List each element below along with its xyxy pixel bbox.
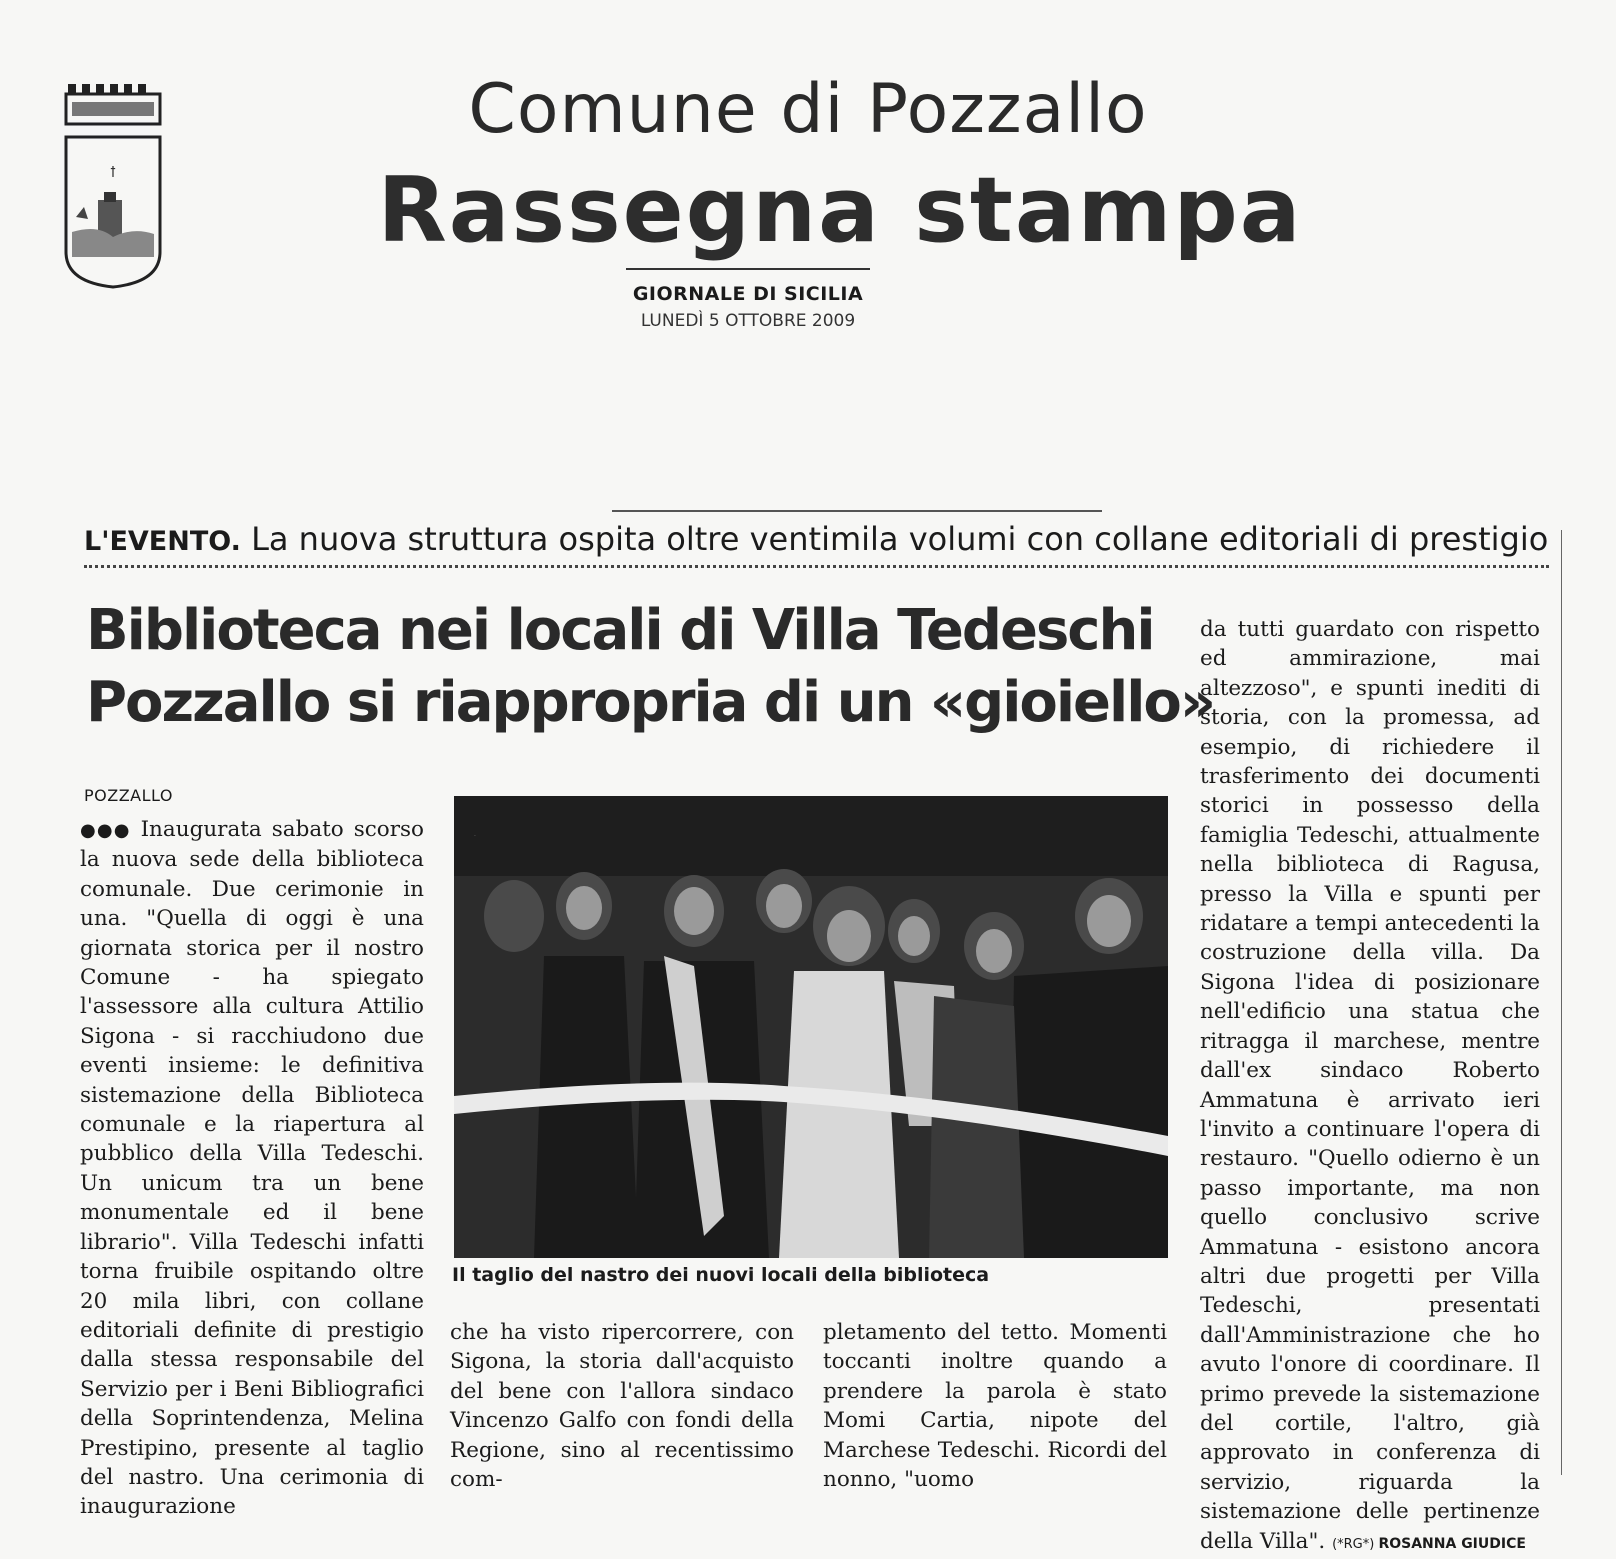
signature-initials: (*RG*) [1332,1536,1375,1552]
ribbon-cutting-photo [454,796,1168,1258]
svg-text:ꝉ: ꝉ [110,165,116,181]
rassegna-title: Rassegna stampa [377,158,1303,263]
svg-text:.: . [474,831,476,838]
article-column-3 [823,1318,1167,1494]
section-rule [612,510,1102,512]
dateline: POZZALLO [84,786,173,805]
dotted-divider [84,565,1549,568]
author-name: ROSANNA GIUDICE [1378,1535,1526,1552]
comune-title: Comune di Pozzallo [468,70,1148,149]
article-column-2 [450,1318,794,1494]
kicker-label: L'EVENTO. [84,526,241,557]
newspaper-rule [626,268,870,270]
column-4-text: da tutti guardato con rispetto ed ammirazione, mai altezzoso", e spunti inediti di storia, con la promessa, ad esempio, di richiedere il trasferimento dei documenti storici in possesso della famiglia Tedeschi, attualmente nella biblioteca di Ragusa, presso la Villa e spunti per ridatare a tempi antecedenti la costruzione della villa. Da Sigona l'idea di posizionare nell'edificio una statua che ritragga il marchese, mentre dall'ex sindaco Roberto Ammatuna è arrivato ieri l'invito a continuare l'opera di restauro. "Quello odierno è un passo importante, ma non quello conclusivo scrive Ammatuna - esistono ancora altri due progetti per Villa Tedeschi, presentati dall'Amministrazione che ho avuto l'onore di coordinare. Il primo prevede la sistemazione del cortile, l'altro, già approvato in conferenza di servizio, riguarda la sistemazione delle pertinenze della Villa". [1200,617,1540,1554]
bullet-icon: ●●● [80,820,131,841]
signature [1332,1537,1526,1552]
kicker-text: La nuova struttura ospita oltre ventimila volumi con collane editoriali di prestigio [251,520,1549,558]
headline-line-2: Pozzallo si riappropria di un «gioiello» [86,670,1215,735]
article-column-1 [80,815,424,1522]
column-rule [1561,530,1562,1475]
article-column-4 [1200,615,1540,1559]
headline-line-1: Biblioteca nei locali di Villa Tedeschi [86,598,1154,663]
newspaper-date: LUNEDÌ 5 OTTOBRE 2009 [640,311,856,331]
column-2-text: che ha visto ripercorrere, con Sigona, la storia dall'acquisto del bene con l'allora sindaco Vincenzo Galfo con fondi della Regione, sino al recentissimo com- [450,1320,794,1493]
photo-caption: Il taglio del nastro dei nuovi locali della biblioteca [452,1264,990,1286]
column-3-text: pletamento del tetto. Momenti toccanti inoltre quando a prendere la parola è stato Momi Cartia, nipote del Marchese Tedeschi. Ricordi del nonno, "uomo [823,1320,1167,1493]
kicker [84,520,1554,558]
column-1-text: Inaugurata sabato scorso la nuova sede della biblioteca comunale. Due cerimonie in una. "Quella di oggi è una giornata storica per il nostro Comune - ha spiegato l'assessore alla cultura Attilio Sigona - si racchiudono due eventi insieme: le definitiva sistemazione della Biblioteca comunale e la riapertura al pubblico della Villa Tedeschi. Un unicum tra un bene monumentale ed il bene librario". Villa Tedeschi infatti torna fruibile ospitando oltre 20 mila libri, con collane editoriali definite di prestigio dalla stessa responsabile del Servizio per i Beni Bibliografici della Soprintendenza, Melina Prestipino, presente al taglio del nastro. Una cerimonia di inaugurazione [80,817,424,1520]
newspaper-name: GIORNALE DI SICILIA [632,283,864,305]
